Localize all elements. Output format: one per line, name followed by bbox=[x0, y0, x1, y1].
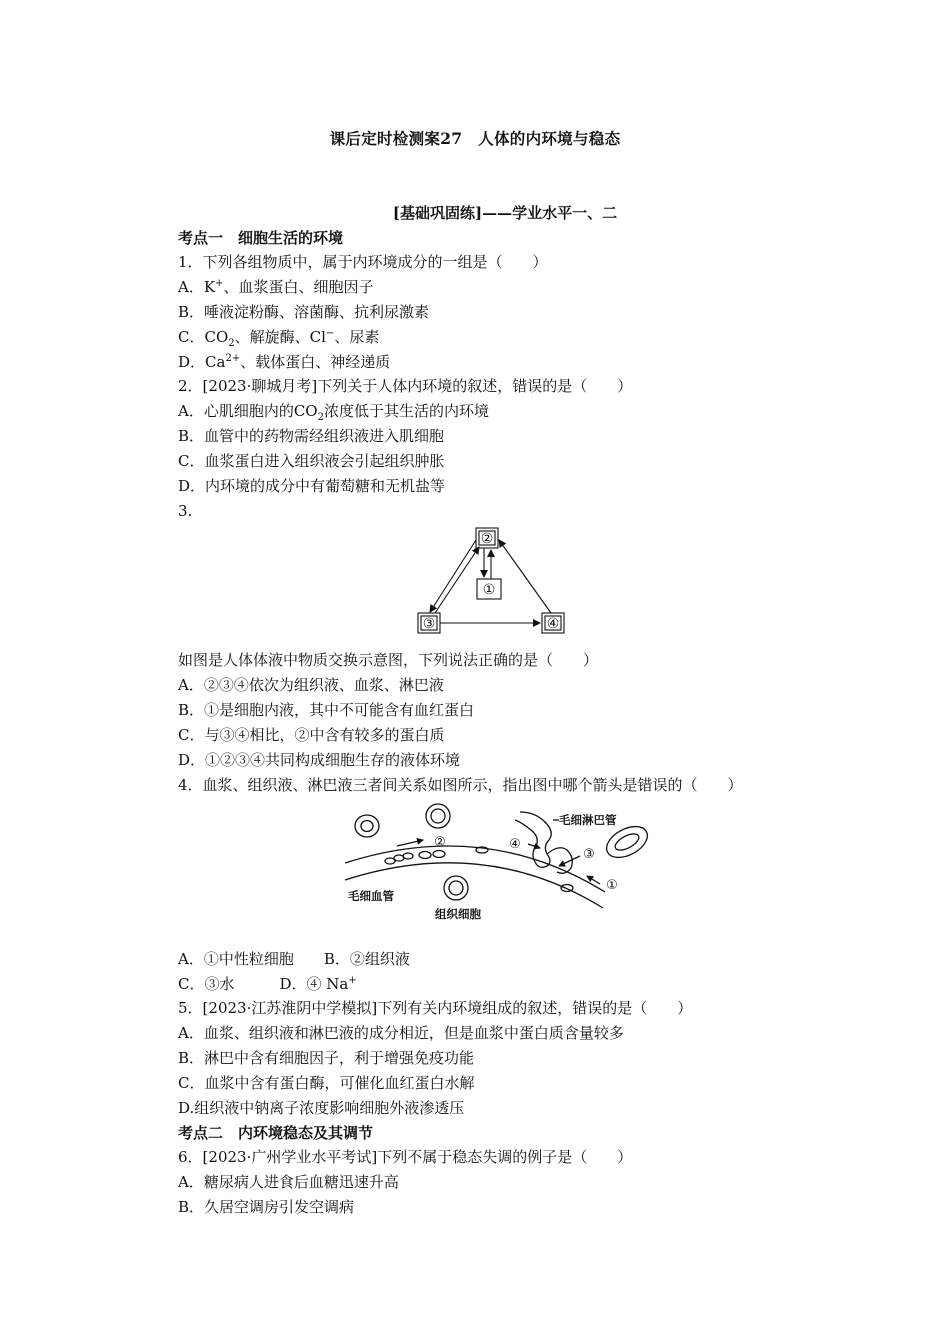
label-3: ③ bbox=[422, 616, 436, 632]
q4-options-ab: A．①中性粒细胞 B．②组织液 bbox=[178, 950, 410, 968]
q6-stem: 6．[2023·广州学业水平考试]下列不属于稳态失调的例子是（ ） bbox=[178, 1148, 633, 1166]
tissue-cell-label: 组织细胞 bbox=[435, 907, 481, 921]
q2-option-a: A．心肌细胞内的$CO_2$浓度低于其生活的内环境 bbox=[178, 402, 489, 423]
label-2: ② bbox=[480, 531, 494, 547]
q2-option-b: B．血管中的药物需经组织液进入肌细胞 bbox=[178, 427, 445, 445]
page-title: 课后定时检测案27 人体的内环境与稳态 bbox=[329, 129, 621, 148]
lymph-capillary-label: 毛细淋巴管 bbox=[559, 813, 617, 827]
q5-option-d: D.组织液中钠离子浓度影响细胞外液渗透压 bbox=[178, 1099, 465, 1117]
label-1: ① bbox=[606, 878, 618, 893]
label-4: ④ bbox=[546, 616, 560, 632]
subheading: [基础巩固练]——学业水平一、二 bbox=[392, 204, 618, 222]
q1-option-a: A．K+、血浆蛋白、细胞因子 bbox=[178, 278, 374, 296]
capillary-lymph-diagram bbox=[335, 800, 655, 925]
q3-option-a: A．②③④依次为组织液、血浆、淋巴液 bbox=[178, 676, 444, 694]
q1-option-c: C．$CO_2$、解旋酶、Cl−、尿素 bbox=[178, 328, 380, 349]
q2-stem: 2．[2023·聊城月考]下列关于人体内环境的叙述，错误的是（ ） bbox=[178, 377, 633, 395]
q3-number: 3. bbox=[178, 502, 193, 520]
label-2: ② bbox=[434, 835, 446, 850]
label-3: ③ bbox=[583, 847, 595, 862]
q5-option-b: B．淋巴中含有细胞因子，利于增强免疫功能 bbox=[178, 1049, 475, 1067]
q4-stem: 4．血浆、组织液、淋巴液三者间关系如图所示，指出图中哪个箭头是错误的（ ） bbox=[178, 776, 743, 794]
q1-option-d: D．$Ca^{2+}$、载体蛋白、神经递质 bbox=[178, 353, 391, 371]
fluid-exchange-diagram bbox=[410, 522, 570, 640]
q1-option-b: B．唾液淀粉酶、溶菌酶、抗利尿激素 bbox=[178, 303, 430, 321]
red-blood-cell-left bbox=[355, 815, 379, 837]
arrow-2 bbox=[397, 840, 423, 846]
q5-stem: 5．[2023·江苏淮阴中学模拟]下列有关内环境组成的叙述，错误的是（ ） bbox=[178, 999, 693, 1017]
q3-option-d: D．①②③④共同构成细胞生存的液体环境 bbox=[178, 751, 461, 769]
arrow-4 bbox=[528, 844, 540, 848]
blood-cell bbox=[385, 858, 395, 864]
q3-option-c: C．与③④相比，②中含有较多的蛋白质 bbox=[178, 726, 445, 744]
section-heading-2: 考点二 内环境稳态及其调节 bbox=[178, 1124, 374, 1142]
capillary-label: 毛细血管 bbox=[348, 889, 394, 903]
cell-top bbox=[426, 804, 450, 828]
section-heading-1: 考点一 细胞生活的环境 bbox=[178, 229, 344, 247]
arrow-4-to-2 bbox=[499, 540, 551, 613]
q2-option-c: C．血浆蛋白进入组织液会引起组织肿胀 bbox=[178, 452, 445, 470]
q6-option-b: B．久居空调房引发空调病 bbox=[178, 1198, 355, 1216]
q1-stem: 1．下列各组物质中，属于内环境成分的一组是（ ） bbox=[178, 253, 548, 271]
q3-option-b: B．①是细胞内液，其中不可能含有血红蛋白 bbox=[178, 701, 475, 719]
arrow-2-to-3 bbox=[430, 540, 476, 612]
q5-option-a: A．血浆、组织液和淋巴液的成分相近，但是血浆中蛋白质含量较多 bbox=[178, 1024, 624, 1042]
label-1: ① bbox=[482, 582, 496, 598]
q5-option-c: C．血浆中含有蛋白酶，可催化血红蛋白水解 bbox=[178, 1074, 475, 1092]
arrow-3-to-2 bbox=[435, 547, 479, 613]
arrow-3 bbox=[559, 856, 580, 866]
q6-option-a: A．糖尿病人进食后血糖迅速升高 bbox=[178, 1173, 399, 1191]
tissue-cell bbox=[444, 876, 468, 900]
q4-options-cd: C．③水 D．④ Na+ bbox=[178, 975, 357, 993]
label-4: ④ bbox=[509, 837, 521, 852]
q3-stem: 如图是人体体液中物质交换示意图，下列说法正确的是（ ） bbox=[178, 651, 599, 669]
q2-option-d: D．内环境的成分中有葡萄糖和无机盐等 bbox=[178, 477, 446, 495]
